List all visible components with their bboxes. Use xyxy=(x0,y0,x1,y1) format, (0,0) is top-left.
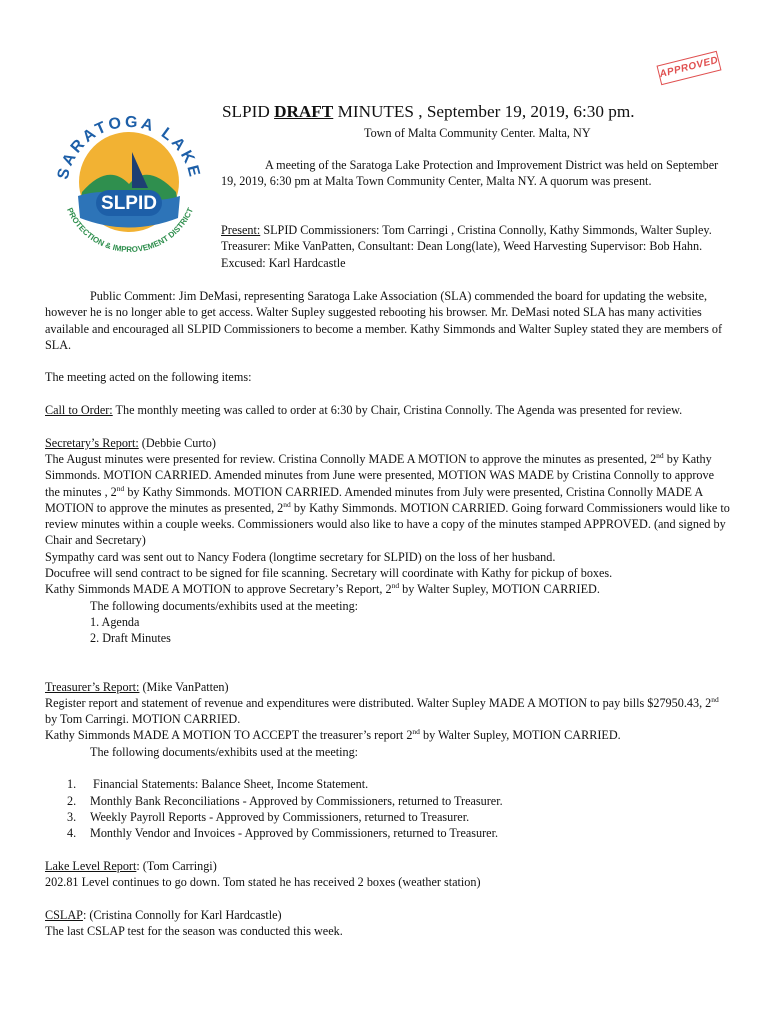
secretary-heading: Secretary’s Report: (Debbie Curto) xyxy=(45,435,216,450)
secretary-sympathy: Sympathy card was sent out to Nancy Fodera (longtime secretary for SLPID) on the loss of her husband. xyxy=(45,549,556,564)
treasurer-heading: Treasurer’s Report: (Mike VanPatten) xyxy=(45,679,229,694)
secretary-doc-item: 2. Draft Minutes xyxy=(90,631,171,646)
logo-arc-top: SARATOGA LAKE xyxy=(54,113,204,182)
lake-level-text: 202.81 Level continues to go down. Tom stated he has received 2 boxes (weather station) xyxy=(45,875,481,890)
secretary-docufree: Docufree will send contract to be signed for file scanning. Secretary will coordinate with Kathy for pickup of boxes. xyxy=(45,566,613,581)
minutes-body xyxy=(45,288,730,939)
approved-stamp: APPROVED xyxy=(657,51,722,85)
treasurer-list-item: 4. Monthly Vendor and Invoices - Approved by Commissioners, returned to Treasurer. xyxy=(67,826,499,841)
treasurer-list-item: 3. Weekly Payroll Reports - Approved by Commissioners, returned to Treasurer. xyxy=(67,809,470,824)
attendance-paragraph: Present: SLPID Commissioners: Tom Carringi , Cristina Connolly, Kathy Simmonds, Walter Supley. Treasurer: Mike VanPatten, Consultant: Dean Long(late), Weed Harvesting Supervisor: Bob Hahn. Excused: Karl Hardcastle xyxy=(221,223,712,270)
treasurer-bills: Register report and statement of revenue and expenditures were distributed. Walter Supley MADE A MOTION to pay bills $27950.43, 2nd by Tom Carringi. MOTION CARRIED. xyxy=(45,694,719,727)
page-title: SLPID DRAFT MINUTES , September 19, 2019, 6:30 pm. xyxy=(222,102,635,121)
cslap-heading: CSLAP: (Cristina Connolly for Karl Hardcastle) xyxy=(45,907,282,922)
intro-paragraph: A meeting of the Saratoga Lake Protection and Improvement District was held on September 19, 2019, 6:30 pm at Malta Town Community Center, Malta NY. A quorum was present. xyxy=(221,158,719,189)
meeting-location: Town of Malta Community Center. Malta, NY xyxy=(364,126,591,140)
secretary-motion: Kathy Simmonds MADE A MOTION to approve Secretary’s Report, 2nd by Walter Supley, MOTION CARRIED. xyxy=(45,581,600,597)
logo-badge-text: SLPID xyxy=(101,193,157,214)
secretary-minutes: The August minutes were presented for review. Cristina Connolly MADE A MOTION to approve the minutes as presented, 2nd by Kathy Simmonds. MOTION CARRIED. Amended minutes from June were presented, MOTION WAS MADE by Cristina Connolly to approve the minutes , 2nd by Kathy Simmonds. MOTION CARRIED. Amended minutes from July were presented, Cristina Connolly MADE A MOTION to approve the minutes as presented, 2nd by Kathy Simmonds. MOTION CARRIED. Going forward Commissioners would like to review minutes within a couple weeks. Commissioners would also like to have a copy of the minutes stamped APPROVED. (and signed by Chair and Secretary) xyxy=(45,450,730,548)
treasurer-list-item: 1. Financial Statements: Balance Sheet, Income Statement. xyxy=(67,777,369,792)
treasurer-docs-intro: The following documents/exhibits used at the meeting: xyxy=(90,744,359,759)
public-comment: Public Comment: Jim DeMasi, representing Saratoga Lake Association (SLA) commended the board for updating the website, however he is no longer able to get access. Walter Supley suggested rebooting his browser. Mr. DeMasi noted SLA has many activities available and encouraged all SLPID Commissioners to become a member. Kathy Simmonds and Walter Supley stated they are members of SLA. xyxy=(45,289,723,352)
call-to-order: Call to Order: The monthly meeting was called to order at 6:30 by Chair, Cristina Connolly. The Agenda was presented for review. xyxy=(45,403,683,418)
secretary-docs-intro: The following documents/exhibits used at the meeting: xyxy=(90,598,359,613)
lake-level-heading: Lake Level Report: (Tom Carringi) xyxy=(45,858,217,873)
cslap-text: The last CSLAP test for the season was conducted this week. xyxy=(45,923,343,938)
secretary-doc-item: 1. Agenda xyxy=(90,614,140,629)
treasurer-list-item: 2. Monthly Bank Reconciliations - Approved by Commissioners, returned to Treasurer. xyxy=(67,793,503,808)
logo-arc-bottom: PROTECTION & IMPROVEMENT DISTRICT xyxy=(64,206,196,255)
treasurer-accept: Kathy Simmonds MADE A MOTION TO ACCEPT the treasurer’s report 2nd by Walter Supley, MOTION CARRIED. xyxy=(45,727,621,743)
acted-items: The meeting acted on the following items: xyxy=(45,370,252,385)
slpid-logo xyxy=(48,92,210,260)
